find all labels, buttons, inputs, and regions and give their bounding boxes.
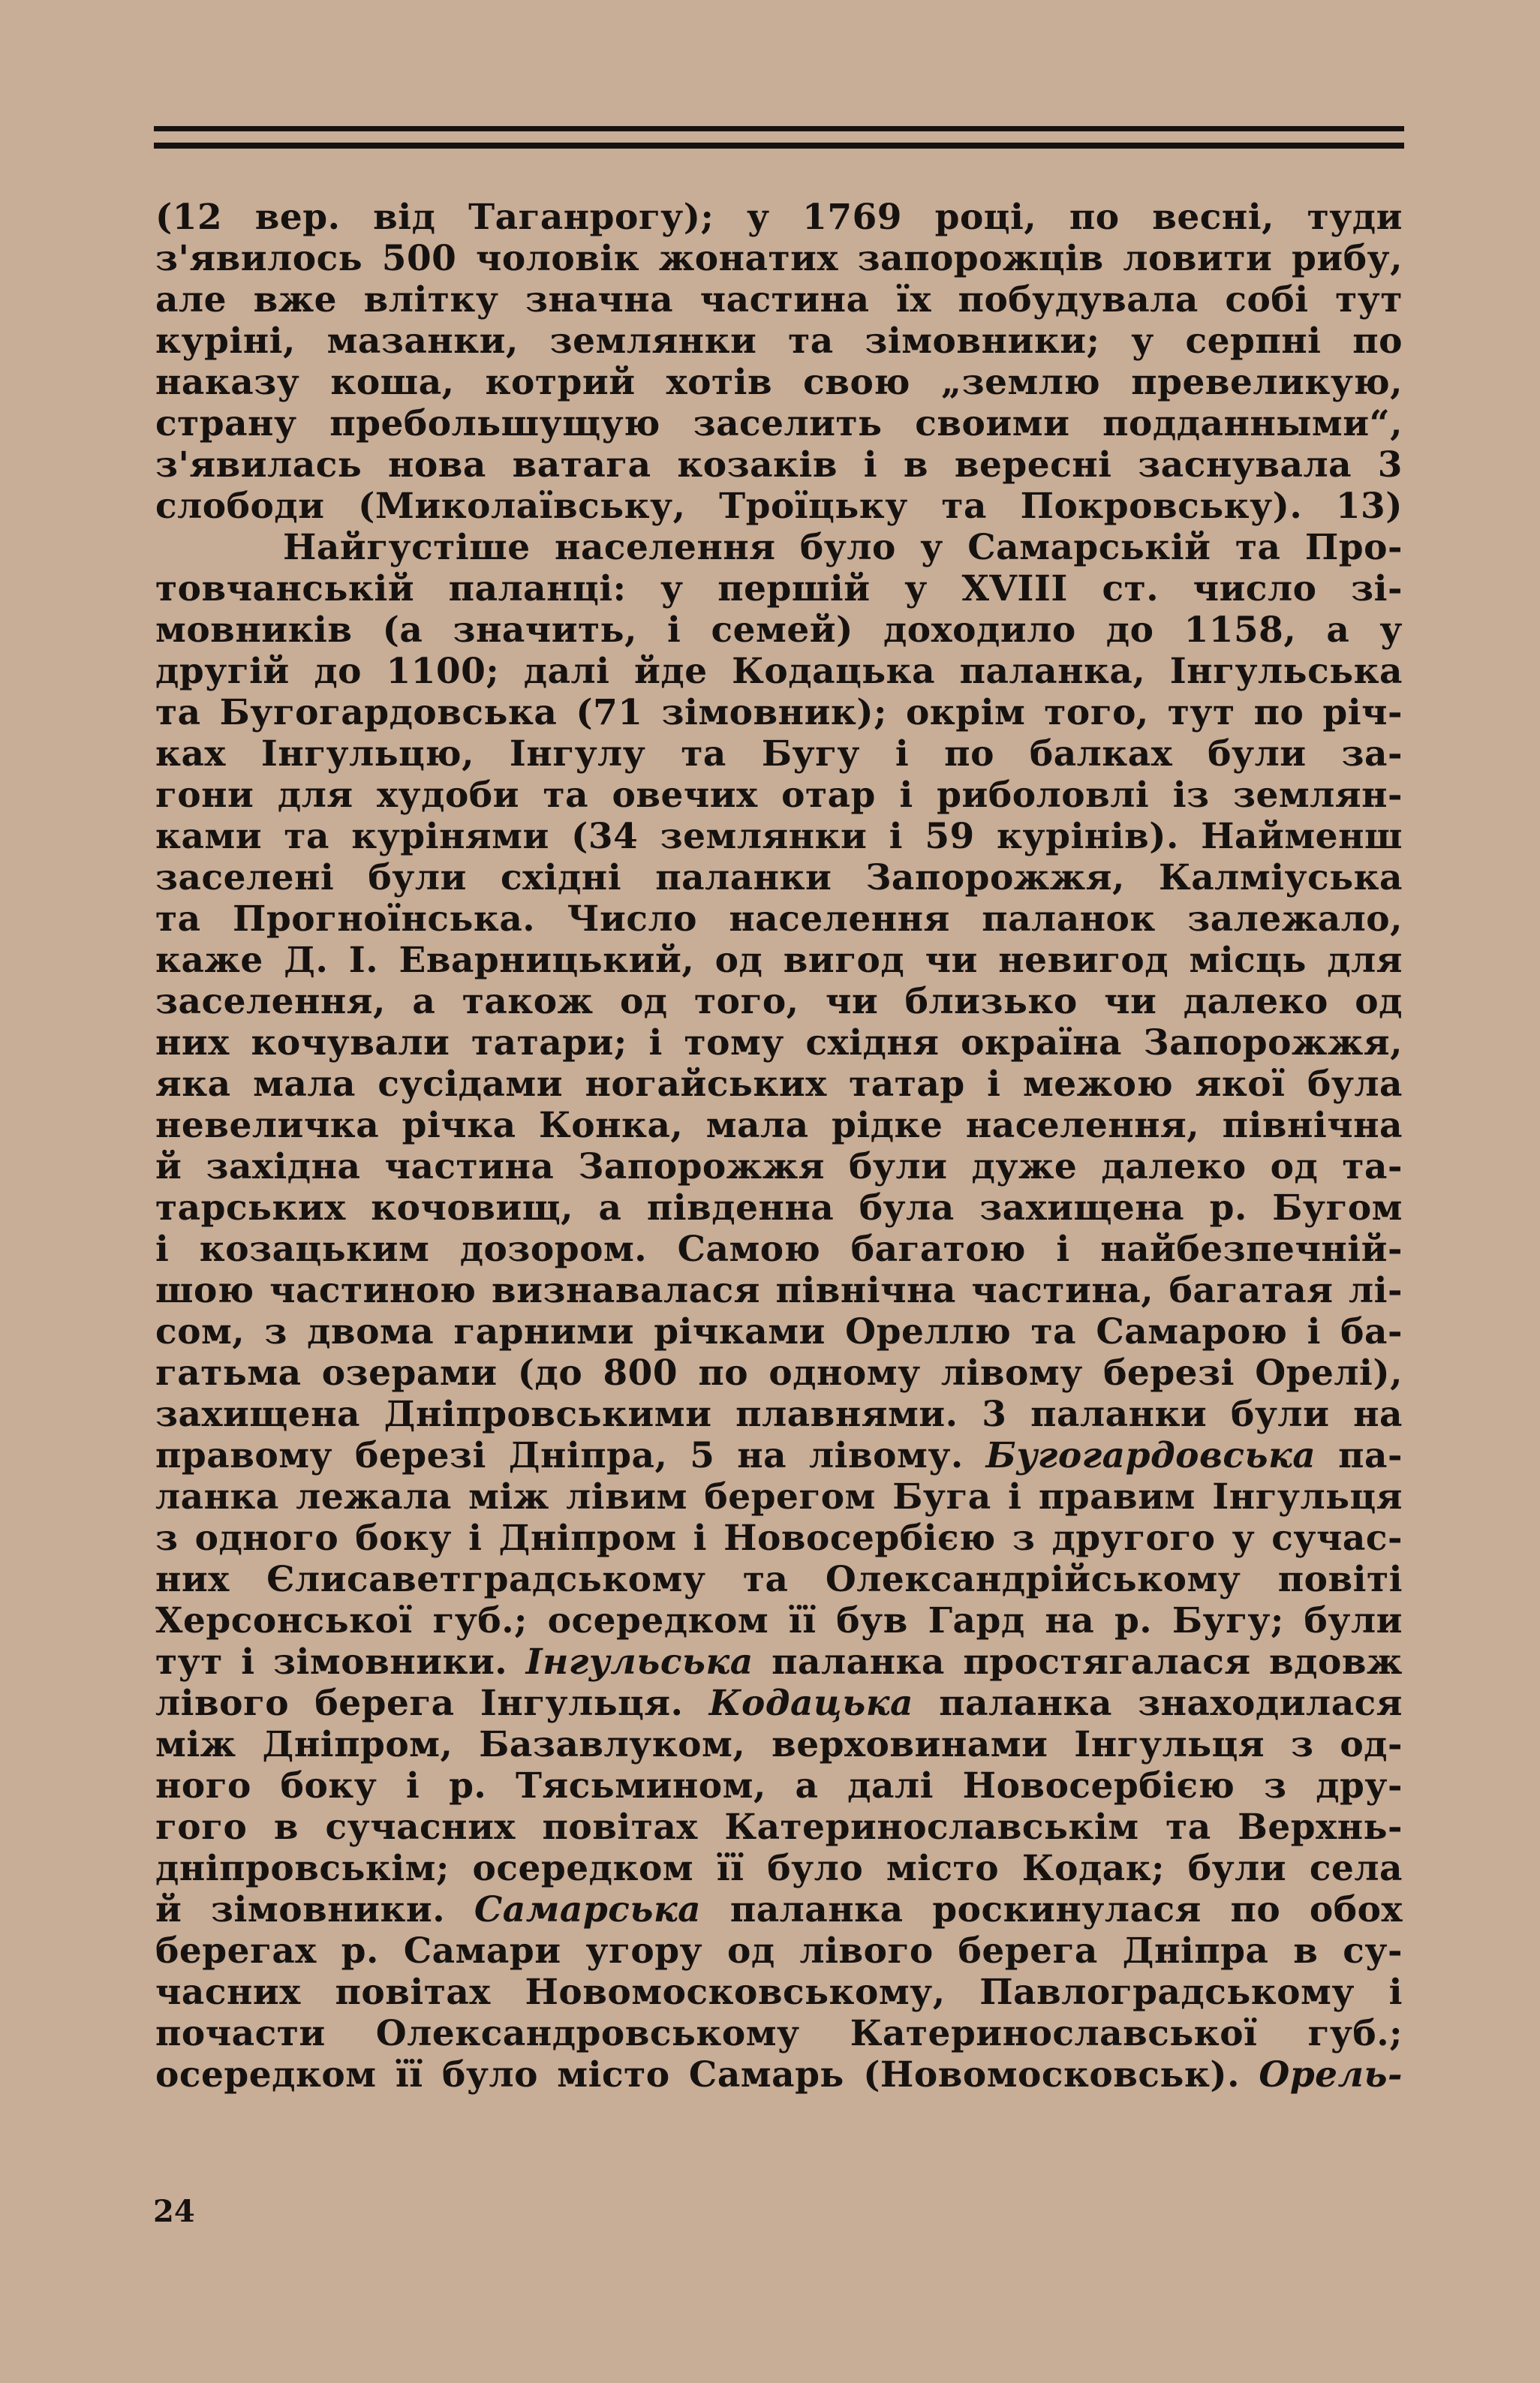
body-text bbox=[155, 197, 1403, 2096]
italic-term-bugogardovska: Бугогардовська bbox=[985, 1435, 1316, 1476]
text-line: з'явилось 500 чоловік жонатих запорожців ловити рибу, bbox=[155, 238, 1403, 279]
text-line: заселені були східні паланки Запорожжя, Калміуська bbox=[155, 857, 1403, 898]
text-line: страну пребольшущую заселить своими подданными“, bbox=[155, 403, 1403, 444]
text-line: яка мала сусідами ногайських татар і межою якої була bbox=[155, 1064, 1403, 1105]
text-line: дніпровськім; осередком її було місто Кодак; були села bbox=[155, 1848, 1403, 1889]
text-line: берегах р. Самари угору од лівого берега Дніпра в су- bbox=[155, 1930, 1403, 1972]
text-line: й західна частина Запорожжя були дуже далеко од та- bbox=[155, 1146, 1403, 1187]
text-line: Херсонської губ.; осередком її був Гард на р. Бугу; були bbox=[155, 1600, 1403, 1641]
text-line bbox=[155, 2054, 1403, 2096]
text-line: шою частиною визнавалася північна частина, багатая лі- bbox=[155, 1270, 1403, 1311]
text-line: ного боку і р. Тясьмином, а далі Новосербією з дру- bbox=[155, 1765, 1403, 1807]
text-line: невеличка річка Конка, мала рідке населення, північна bbox=[155, 1105, 1403, 1146]
text-line: товчанській паланці: у першій у XVIII ст. число зі- bbox=[155, 568, 1403, 609]
text-run: осередком її було місто Самарь (Новомосковськ). bbox=[155, 2054, 1240, 2096]
text-line: з'явилась нова ватага козаків і в вересні заснувала 3 bbox=[155, 444, 1403, 486]
text-run: па- bbox=[1338, 1435, 1403, 1476]
text-line bbox=[155, 1641, 1403, 1683]
text-line bbox=[155, 1435, 1403, 1476]
text-line: сом, з двома гарними річками Ореллю та Самарою і ба- bbox=[155, 1311, 1403, 1352]
text-line: слободи (Миколаївську, Троїцьку та Покровську). 13) bbox=[155, 486, 1403, 527]
text-run: правому березі Дніпра, 5 на лівому. bbox=[155, 1435, 964, 1476]
text-line: почасти Олександровському Катеринославської губ.; bbox=[155, 2013, 1403, 2054]
top-rule-thick bbox=[154, 143, 1404, 149]
text-line: тарських кочовищ, а південна була захищена р. Бугом bbox=[155, 1187, 1403, 1229]
text-line: ках Інгульцю, Інгулу та Бугу і по балках були за- bbox=[155, 733, 1403, 775]
text-line: та Бугогардовська (71 зімовник); окрім того, тут по річ- bbox=[155, 692, 1403, 733]
page-number: 24 bbox=[153, 2194, 195, 2229]
italic-term-kodatska: Кодацька bbox=[708, 1683, 913, 1724]
italic-term-samarska: Самарська bbox=[474, 1889, 702, 1930]
text-line: них Єлисаветградському та Олександрійському повіті bbox=[155, 1559, 1403, 1600]
italic-term-ingulska: Інгульська bbox=[525, 1641, 753, 1683]
text-line: ками та курінями (34 землянки і 59 курінів). Найменш bbox=[155, 816, 1403, 857]
text-line: часних повітах Новомосковському, Павлоградському і bbox=[155, 1972, 1403, 2013]
text-line: між Дніпром, Базавлуком, верховинами Інгульця з од- bbox=[155, 1724, 1403, 1765]
text-line: але вже влітку значна частина їх побудувала собі тут bbox=[155, 279, 1403, 320]
text-line: захищена Дніпровськими плавнями. 3 паланки були на bbox=[155, 1394, 1403, 1435]
top-rule-thin bbox=[154, 126, 1404, 131]
text-line bbox=[155, 1889, 1403, 1930]
text-line: та Прогноїнська. Число населення паланок залежало, bbox=[155, 898, 1403, 940]
text-line: них кочували татари; і тому східня окраїна Запорожжя, bbox=[155, 1022, 1403, 1064]
text-line: каже Д. І. Еварницький, од вигод чи невигод місць для bbox=[155, 940, 1403, 981]
italic-term-orelska: Орель- bbox=[1259, 2054, 1403, 2096]
paragraph-first-line: Найгустіше населення було у Самарській та Про- bbox=[283, 527, 1403, 568]
text-line: гого в сучасних повітах Катеринославськім та Верхнь- bbox=[155, 1807, 1403, 1848]
text-line: (12 вер. від Таганрогу); у 1769 році, по весні, туди bbox=[155, 197, 1403, 238]
text-line: мовників (а значить, і семей) доходило до 1158, а у bbox=[155, 609, 1403, 651]
text-line: гатьма озерами (до 800 по одному лівому березі Орелі), bbox=[155, 1352, 1403, 1394]
text-line: з одного боку і Дніпром і Новосербією з другого у сучас- bbox=[155, 1518, 1403, 1559]
text-line bbox=[155, 1683, 1403, 1724]
text-line: гони для худоби та овечих отар і риболовлі із землян- bbox=[155, 775, 1403, 816]
text-line: куріні, мазанки, землянки та зімовники; у серпні по bbox=[155, 320, 1403, 362]
text-run: й зімовники. bbox=[155, 1889, 446, 1930]
text-run: паланка простягалася вдовж bbox=[772, 1641, 1403, 1683]
text-line: наказу коша, котрий хотів свою „землю превеликую, bbox=[155, 362, 1403, 403]
text-run: паланка роскинулася по обох bbox=[729, 1889, 1403, 1930]
text-run: паланка знаходилася bbox=[939, 1683, 1403, 1724]
text-run: тут і зімовники. bbox=[155, 1641, 508, 1683]
text-line: заселення, а також од того, чи близько чи далеко од bbox=[155, 981, 1403, 1022]
text-run: лівого берега Інгульця. bbox=[155, 1683, 684, 1724]
text-line: і козацьким дозором. Самою багатою і найбезпечній- bbox=[155, 1229, 1403, 1270]
text-line: другій до 1100; далі йде Кодацька паланка, Інгульська bbox=[155, 651, 1403, 692]
text-line: ланка лежала між лівим берегом Буга і правим Інгульця bbox=[155, 1476, 1403, 1518]
